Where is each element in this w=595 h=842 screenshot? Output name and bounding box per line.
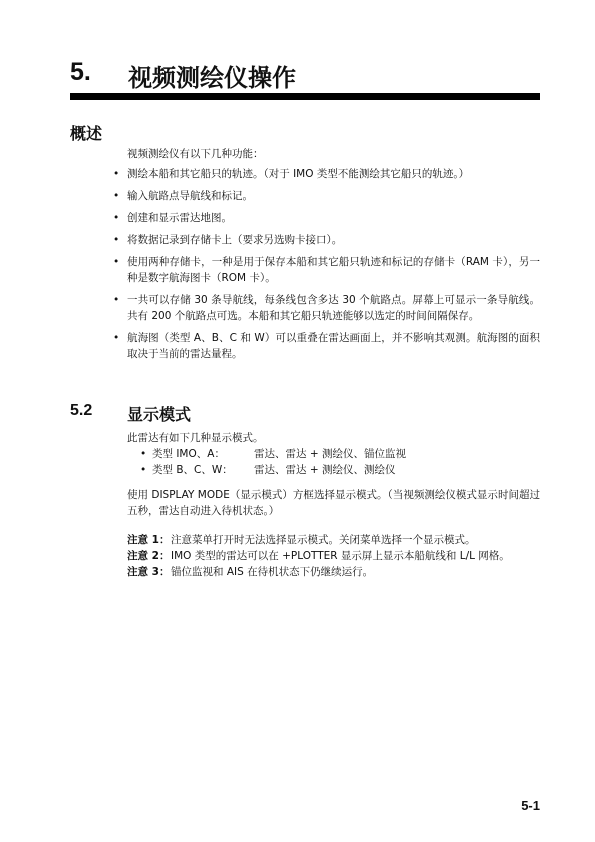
- feature-item: • 将数据记录到存储卡上（要求另选购卡接口）。: [113, 232, 540, 248]
- chapter-title: 视频测绘仪操作: [128, 64, 296, 92]
- note-text: 注意菜单打开时无法选择显示模式。关闭菜单选择一个显示模式。: [171, 534, 476, 546]
- display-mode-list: [140, 446, 406, 478]
- feature-item: • 输入航路点导航线和标记。: [113, 188, 540, 204]
- notes-block: [127, 532, 540, 580]
- note: [127, 532, 540, 548]
- overview-intro: 视频测绘仪有以下几种功能：: [127, 148, 264, 160]
- chapter-rule: [70, 93, 540, 100]
- feature-item: • 创建和显示雷达地图。: [113, 210, 540, 226]
- feature-item: • 一共可以存储 30 条导航线，每条线包含多达 30 个航路点。屏幕上可显示一条导航线。共有 200 个航路点可选。本船和其它船只轨迹能够以选定的时间间隔保存。: [113, 292, 540, 324]
- note-label: 注意 3：: [127, 566, 170, 578]
- mode-type: 类型 B、C、W：: [152, 464, 233, 476]
- mode-desc: 雷达、雷达 + 测绘仪、锚位监视: [254, 448, 406, 460]
- feature-item: • 航海图（类型 A、B、C 和 W）可以重叠在雷达画面上，并不影响其观测。航海图的面积取决于当前的雷达量程。: [113, 330, 540, 362]
- bullet-icon: •: [140, 448, 147, 460]
- page-number: 5-1: [521, 798, 540, 813]
- note-label: 注意 1：: [127, 534, 170, 546]
- note-label: 注意 2：: [127, 550, 170, 562]
- note-text: IMO 类型的雷达可以在 +PLOTTER 显示屏上显示本船航线和 L/L 网格。: [171, 550, 510, 562]
- section-intro: 此雷达有如下几种显示模式。: [127, 432, 264, 444]
- mode-desc: 雷达、雷达 + 测绘仪、测绘仪: [254, 464, 396, 476]
- mode-type: 类型 IMO、A：: [152, 448, 225, 460]
- feature-item: • 使用两种存储卡，一种是用于保存本船和其它船只轨迹和标记的存储卡（RAM 卡），另一种是数字航海图卡（ROM 卡）。: [113, 254, 540, 286]
- mode-row: [140, 462, 406, 478]
- mode-row: [140, 446, 406, 462]
- bullet-icon: •: [140, 464, 147, 476]
- display-mode-paragraph: 使用 DISPLAY MODE（显示模式）方框选择显示模式。（当视频测绘仪模式显示时间超过五秒，雷达自动进入待机状态。）: [127, 489, 540, 517]
- overview-heading: 概述: [70, 124, 103, 143]
- section-title: 显示模式: [127, 405, 192, 424]
- note-text: 锚位监视和 AIS 在待机状态下仍继续运行。: [171, 566, 374, 578]
- section-number: 5.2: [70, 402, 93, 419]
- chapter-number: 5.: [70, 58, 91, 86]
- feature-item: • 测绘本船和其它船只的轨迹。（对于 IMO 类型不能测绘其它船只的轨迹。）: [113, 166, 540, 182]
- note: [127, 564, 540, 580]
- feature-list: [113, 166, 540, 368]
- note: [127, 548, 540, 564]
